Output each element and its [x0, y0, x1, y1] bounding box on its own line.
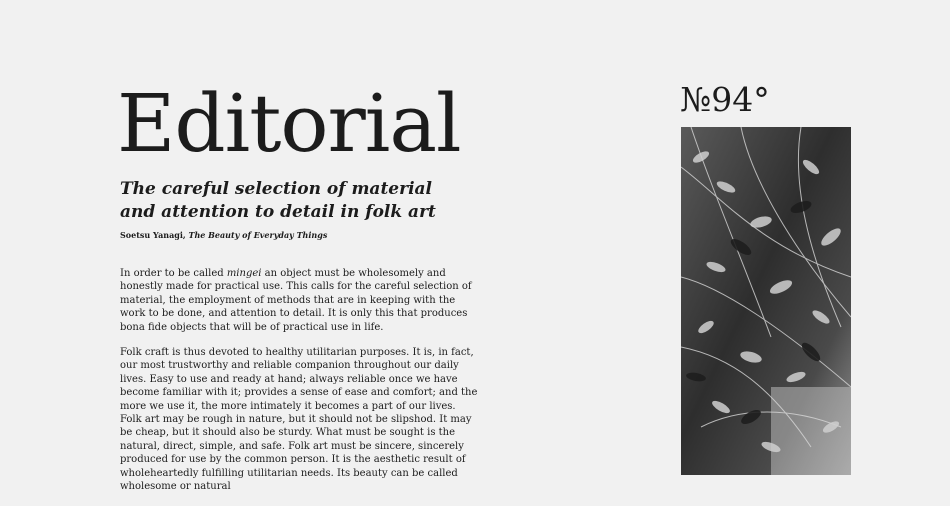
subheading-line-1: The careful selection of material	[120, 179, 433, 199]
author-name: Soetsu Yanagi,	[120, 230, 186, 240]
issue-number: №94°	[680, 80, 770, 119]
paragraph-1-rest: an object must be wholesomely and honestly made for practical use. This calls for the careful selection of material, the employment of methods that are in keeping with the work to be done, and attention to detail. It is only this that produces bona fide objects that will be of practical use in life.	[120, 268, 472, 333]
subheading-line-2: and attention to detail in folk art	[120, 202, 436, 222]
paragraph-1-intro: In order to be called	[120, 268, 227, 279]
foliage-photo	[681, 127, 851, 475]
foliage-illustration	[681, 127, 851, 475]
article-body	[120, 267, 480, 506]
paragraph-1	[120, 267, 480, 334]
subheading	[120, 178, 436, 224]
editorial-heading: Editorial	[117, 77, 461, 170]
attribution	[120, 229, 327, 241]
mingei-term: mingei	[226, 268, 262, 279]
book-title: The Beauty of Everyday Things	[188, 230, 328, 240]
paragraph-2: Folk craft is thus devoted to healthy utilitarian purposes. It is, in fact, our most trustworthy and reliable companion throughout our daily lives. Easy to use and ready at hand; always reliable once we have become familiar with it; provides a sense of ease and comfort; and the more we use it, the more intimately it becomes a part of our lives. Folk art may be rough in nature, but it should not be slipshod. It may be cheap, but it should also be sturdy. What must be sought is the natural, direct, simple, and safe. Folk art must be sincere, sincerely produced for use by the common person. It is the aesthetic result of wholeheartedly fulfilling utilitarian needs. Its beauty can be called wholesome or natural	[120, 347, 478, 493]
